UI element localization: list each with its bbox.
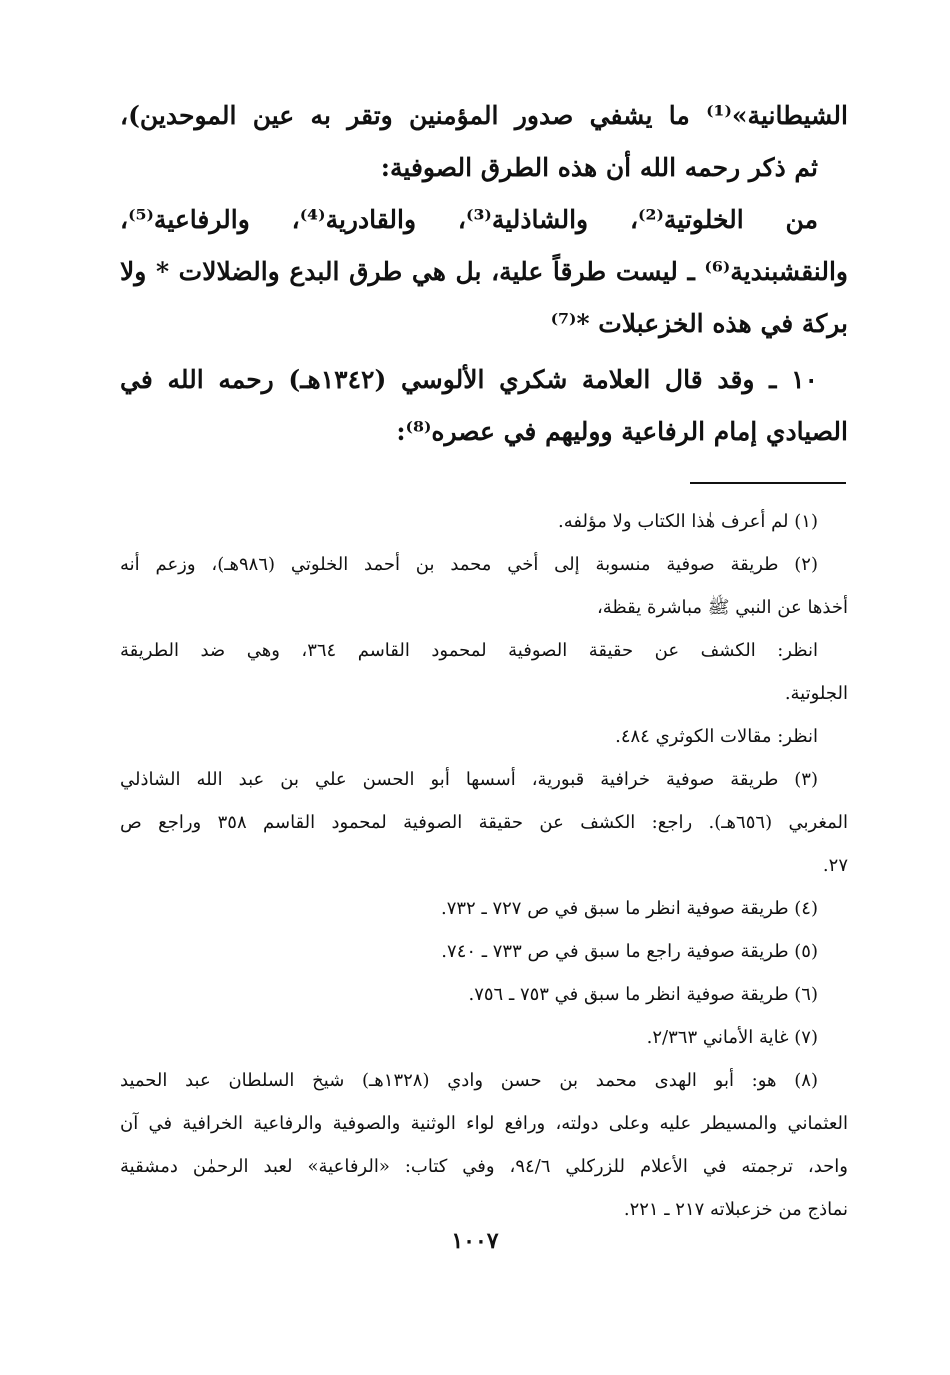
- footnote-line: أخذها عن النبي ﷺ مباشرة يقظة،: [596, 597, 848, 618]
- footnote-line: (٣) طريقة صوفية خرافية قبورية، أسسها أبو الحسن علي بن عبد الله الشاذلي: [120, 769, 818, 790]
- main-line-5: بركة في هذه الخزعبلات *⁽⁷⁾: [550, 309, 848, 338]
- main-text: [120, 90, 848, 458]
- footnote-line: انظر: الكشف عن حقيقة الصوفية لمحمود القاسم ٣٦٤، وهي ضد الطريقة: [120, 640, 819, 661]
- main-line-3: من الخلوتية⁽²⁾، والشاذلية⁽³⁾، والقادرية⁽⁴⁾، والرفاعية⁽⁵⁾،: [120, 205, 818, 234]
- footnote-line: المغربي (٦٥٦هـ). راجع: الكشف عن حقيقة الصوفية لمحمود القاسم ٣٥٨ وراجع ص: [120, 812, 848, 833]
- footnote-line: (٢) طريقة صوفية منسوبة إلى أخي محمد بن أحمد الخلوتي (٩٨٦هـ)، وزعم أنه: [120, 554, 818, 575]
- footnote-line: (٨) هو: أبو الهدى محمد بن حسن وادي (١٣٢٨هـ) شيخ السلطان عبد الحميد: [120, 1070, 818, 1091]
- footnote-line: انظر: مقالات الكوثري ٤٨٤.: [615, 726, 818, 747]
- main-line-1: الشيطانية»⁽¹⁾ ما يشفي صدور المؤمنين وتقر به عين الموحدين)،: [120, 101, 848, 130]
- footnote-line: (٤) طريقة صوفية انظر ما سبق في ص ٧٢٧ ـ ٧٣٢.: [440, 898, 818, 919]
- footnote-line: نماذج من خزعبلاته ٢١٧ ـ ٢٢١.: [623, 1199, 848, 1220]
- footnote-line: واحد، ترجمته في الأعلام للزركلي ٩٤/٦، وفي كتاب: «الرفاعية» لعبد الرحمٰن دمشقية: [120, 1156, 848, 1177]
- footnotes: [120, 500, 848, 1231]
- footnote-line: (٦) طريقة صوفية انظر ما سبق في ٧٥٣ ـ ٧٥٦.: [468, 984, 818, 1005]
- footnote-line: (٥) طريقة صوفية راجع ما سبق في ص ٧٣٣ ـ ٧٤٠.: [441, 941, 818, 962]
- main-line-6: ١٠ ـ وقد قال العلامة شكري الألوسي (١٣٤٢هـ) رحمه الله في: [120, 365, 818, 394]
- footnote-line: ٢٧.: [822, 855, 848, 876]
- page-number: ١٠٠٧: [451, 1228, 499, 1254]
- footnote-separator: [690, 482, 846, 484]
- main-line-2: ثم ذكر رحمه الله أن هذه الطرق الصوفية:: [380, 153, 818, 182]
- main-line-7: الصيادي إمام الرفاعية ووليهم في عصره⁽⁸⁾:: [396, 417, 848, 446]
- footnote-line: العثماني والمسيطر عليه وعلى دولته، ورافع لواء الوثنية والصوفية والرفاعية الخرافية في آن: [120, 1113, 848, 1134]
- main-line-4: والنقشبندية⁽⁶⁾ ـ ليست طرقاً علية، بل هي طرق البدع والضلالات * ولا: [120, 257, 848, 286]
- footnote-line: (٧) غاية الأماني ٢/٣٦٣.: [646, 1027, 818, 1048]
- footnote-line: (١) لم أعرف هٰذا الكتاب ولا مؤلفه.: [558, 511, 818, 532]
- footnote-line: الجلوتية.: [784, 683, 848, 704]
